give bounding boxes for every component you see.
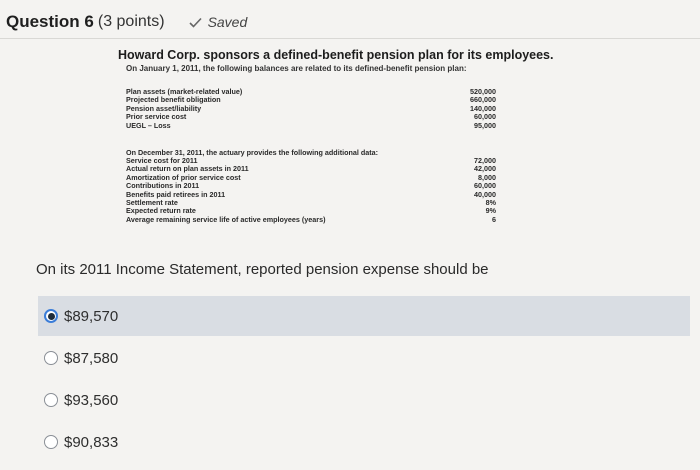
question-header [6,8,696,36]
header-divider [0,38,700,39]
checkmark-icon [189,17,202,28]
problem-intro: On January 1, 2011, the following balances are related to its defined-benefit pension plan: [126,64,467,73]
option-b[interactable] [38,338,690,378]
option-a[interactable] [38,296,690,336]
table-row: Expected return rate 9% [126,206,496,216]
radio-icon[interactable] [44,435,58,449]
option-c[interactable] [38,380,690,420]
table-row: Contributions in 2011 60,000 [126,181,496,191]
table-row: Service cost for 2011 72,000 [126,156,496,165]
table-row: Pension asset/liability 140,000 [126,103,496,113]
question-prompt: On its 2011 Income Statement, reported pension expense should be [36,261,489,278]
question-title: Question 6 [6,12,94,31]
problem-image [118,48,558,224]
option-d[interactable] [38,422,690,462]
answer-options [38,296,690,464]
option-label: $93,560 [64,391,119,409]
table-row: Actual return on plan assets in 2011 42,000 [126,164,496,174]
question-points: (3 points) [97,13,165,30]
table-row: Amortization of prior service cost 8,000 [126,172,496,182]
additional-intro: On December 31, 2011, the actuary provides the following additional data: [126,148,379,157]
option-label: $87,580 [64,349,119,367]
table-row: Average remaining service life of active employees (years) 6 [126,214,496,224]
option-label: $89,570 [64,307,119,325]
additional-data-table [126,148,496,224]
radio-icon[interactable] [44,351,58,365]
saved-status [189,14,248,30]
table-row: Prior service cost 60,000 [126,112,496,122]
radio-icon[interactable] [44,393,58,407]
problem-heading: Howard Corp. sponsors a defined-benefit pension plan for its employees. [118,48,554,62]
table-row: Projected benefit obligation 660,000 [126,95,496,105]
option-label: $90,833 [64,433,119,451]
table-row: Plan assets (market-related value) 520,000 [126,87,496,96]
table-row: UEGL – Loss 95,000 [126,120,496,130]
table-row: Benefits paid retirees in 2011 40,000 [126,189,496,199]
radio-selected-icon[interactable] [44,309,58,323]
saved-label: Saved [207,14,248,30]
table-row: Settlement rate 8% [126,198,496,208]
balances-table [126,88,496,130]
